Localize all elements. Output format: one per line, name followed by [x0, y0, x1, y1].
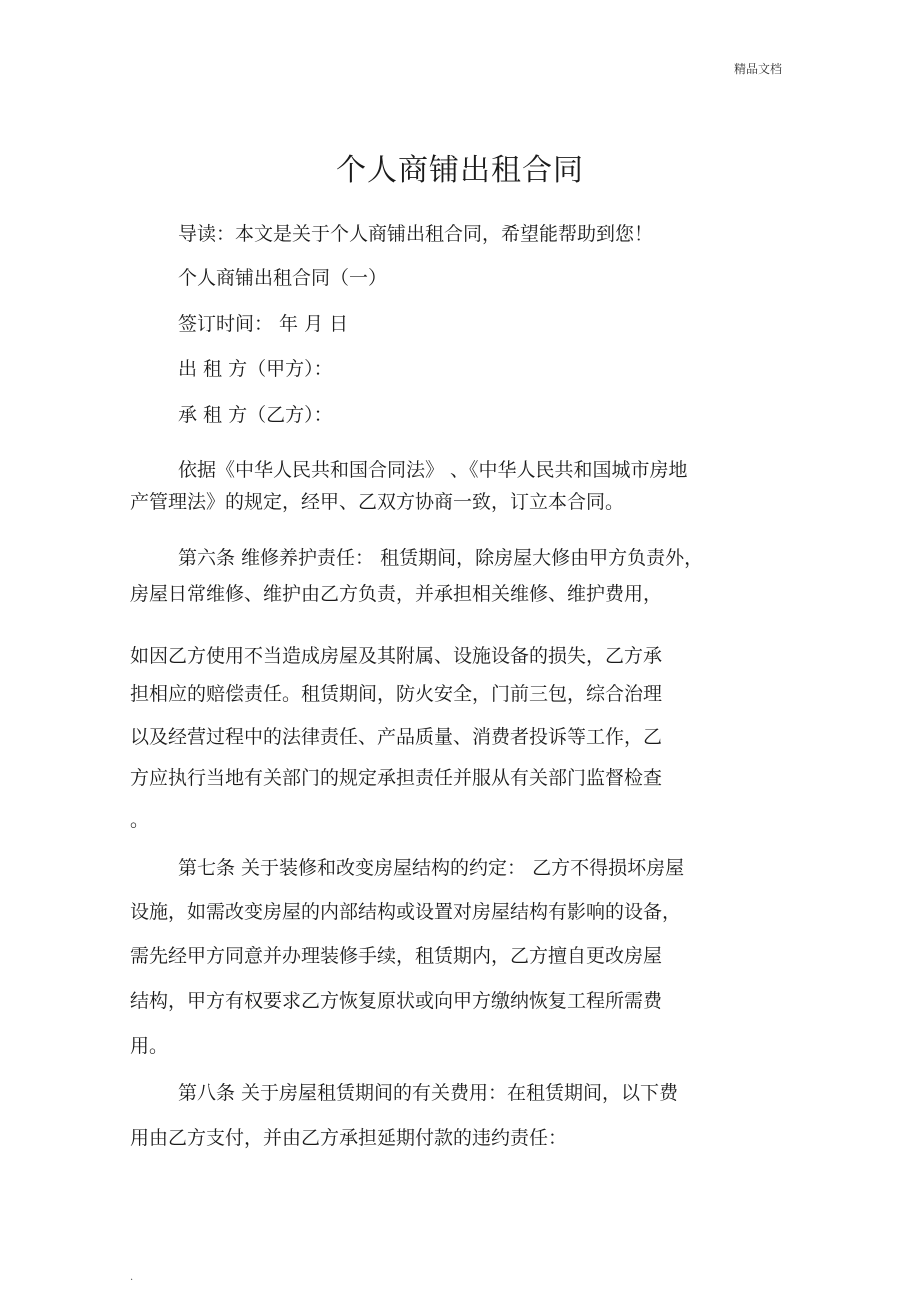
- article6-line: 如因乙方使用不当造成房屋及其附属、设施设备的损失，乙方承: [130, 645, 663, 667]
- article7-line: 需先经甲方同意并办理装修手续，租赁期内，乙方擅自更改房屋: [130, 945, 663, 967]
- article7-line: 结构，甲方有权要求乙方恢复原状或向甲方缴纳恢复工程所需费: [130, 990, 663, 1012]
- page-title: 个人商铺出租合同: [336, 153, 584, 188]
- article8-line: 第八条 关于房屋租赁期间的有关费用：在租赁期间，以下费: [178, 1082, 679, 1104]
- article6-line: 以及经营过程中的法律责任、产品质量、消费者投诉等工作，乙: [130, 726, 663, 748]
- header-tag: 精品文档: [733, 62, 782, 76]
- basis-line: 产管理法》的规定，经甲、乙双方协商一致，订立本合同。: [130, 491, 625, 513]
- article7-line: 用。: [130, 1035, 169, 1057]
- article8-line: 用由乙方支付，并由乙方承担延期付款的违约责任：: [130, 1127, 568, 1149]
- article6-line: 。: [130, 809, 150, 831]
- intro-line: 导读：本文是关于个人商铺出租合同，希望能帮助到您！: [178, 223, 654, 245]
- article6-line: 第六条 维修养护责任： 租赁期间，除房屋大修由甲方负责外，: [178, 547, 704, 569]
- footer-mark: .: [130, 1272, 134, 1283]
- article7-line: 设施，如需改变房屋的内部结构或设置对房屋结构有影响的设备，: [130, 901, 682, 923]
- article7-line: 第七条 关于装修和改变房屋结构的约定： 乙方不得损坏房屋: [178, 857, 685, 879]
- article6-line: 房屋日常维修、维护由乙方负责，并承担相关维修、维护费用，: [130, 583, 663, 605]
- lessor-line: 出 租 方（甲方）：: [178, 358, 333, 380]
- contract-subtitle: 个人商铺出租合同（一）: [178, 267, 388, 289]
- lessee-line: 承 租 方（乙方）：: [178, 404, 333, 426]
- basis-line: 依据《中华人民共和国合同法》 、《中华人民共和国城市房地: [178, 459, 688, 481]
- sign-date-line: 签订时间： 年 月 日: [178, 313, 349, 335]
- article6-line: 担相应的赔偿责任。租赁期间，防火安全，门前三包，综合治理: [130, 683, 663, 705]
- article6-line: 方应执行当地有关部门的规定承担责任并服从有关部门监督检查: [130, 767, 663, 789]
